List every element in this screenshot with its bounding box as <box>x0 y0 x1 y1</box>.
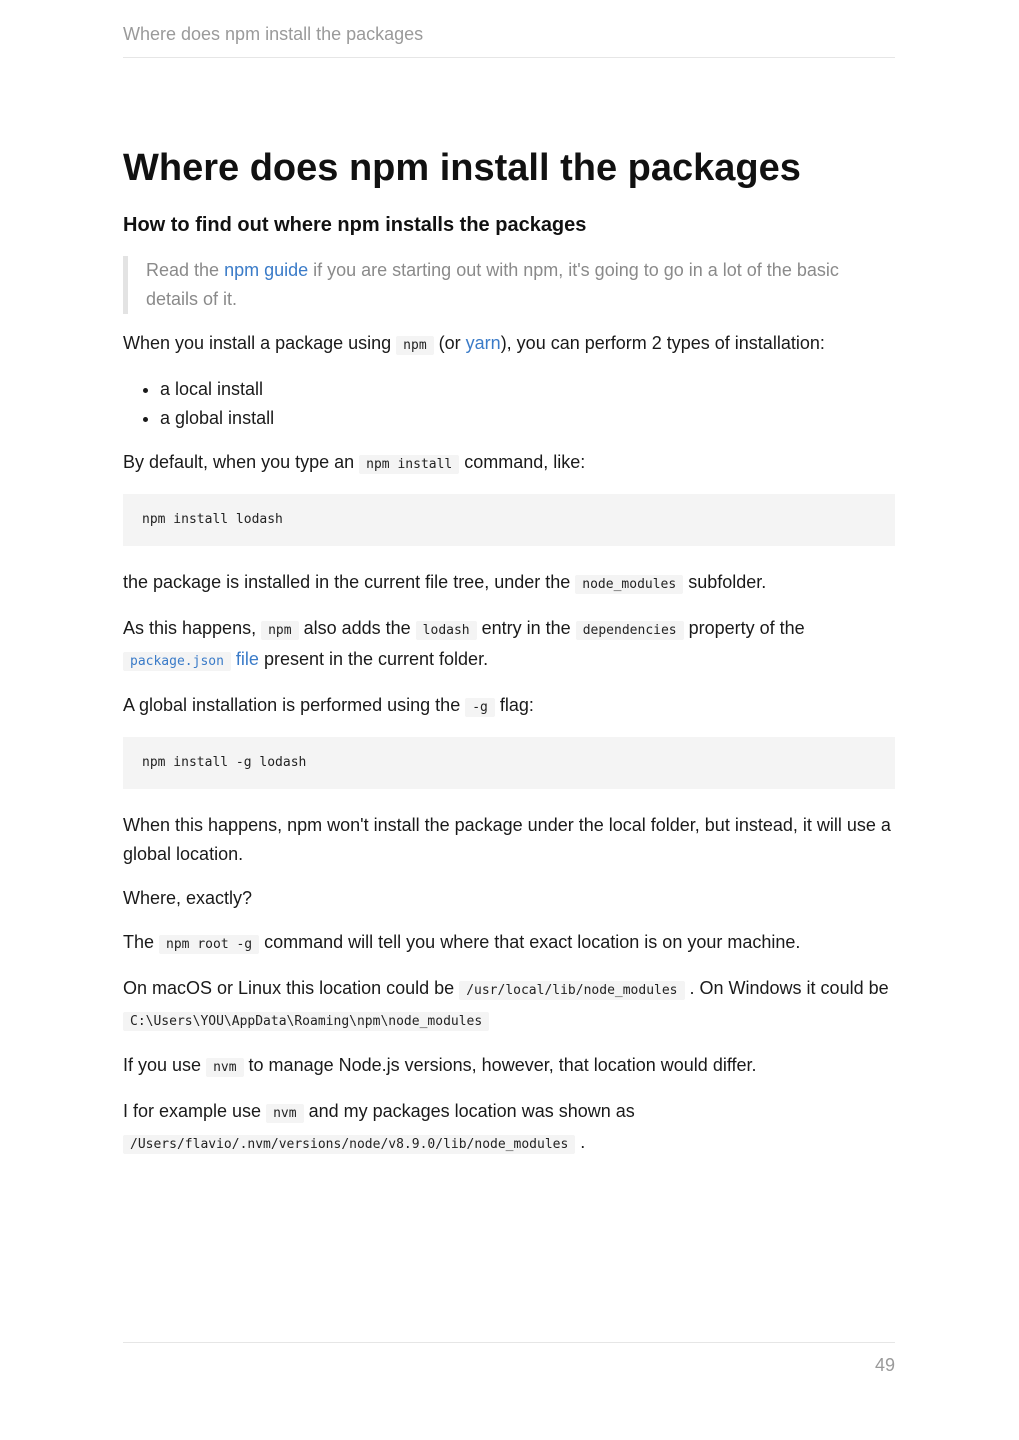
inline-code: npm root -g <box>159 935 259 954</box>
code-block-local-install: npm install lodash <box>123 494 895 546</box>
inline-code: dependencies <box>576 621 684 640</box>
note-blockquote <box>123 256 895 314</box>
inline-code: npm <box>396 336 433 355</box>
paragraph-dependencies <box>123 614 895 676</box>
text: subfolder. <box>683 572 767 592</box>
inline-code: nvm <box>206 1058 243 1077</box>
inline-code: npm install <box>359 455 459 474</box>
running-footer <box>123 1342 895 1376</box>
text: . On Windows it could be <box>684 978 889 998</box>
install-types-list <box>123 375 895 433</box>
page-content <box>123 146 895 1174</box>
paragraph-os-locations <box>123 974 895 1036</box>
text: to manage Node.js versions, however, that location would differ. <box>243 1055 757 1075</box>
text: As this happens, <box>123 618 262 638</box>
inline-code: C:\Users\YOU\AppData\Roaming\npm\node_modules <box>123 1012 489 1031</box>
text: If you use <box>123 1055 207 1075</box>
inline-code: /usr/local/lib/node_modules <box>459 981 684 1000</box>
paragraph-node-modules <box>123 568 895 599</box>
paragraph-global-location: When this happens, npm won't install the package under the local folder, but instead, it will use a global location. <box>123 815 891 864</box>
paragraph-install-types <box>123 329 895 360</box>
text: if you are starting out with npm, it's going to go in a lot of the basic details of it. <box>146 260 839 309</box>
page-number: 49 <box>874 1355 895 1375</box>
text: also adds the <box>298 618 416 638</box>
paragraph-nvm <box>123 1051 895 1082</box>
paragraph-example <box>123 1097 895 1159</box>
section-subtitle: How to find out where npm installs the packages <box>123 214 587 236</box>
text: By default, when you type an <box>123 452 360 472</box>
page-title: Where does npm install the packages <box>123 147 801 189</box>
text: . <box>575 1132 586 1152</box>
text: ), you can perform 2 types of installation: <box>500 333 825 353</box>
inline-code: -g <box>465 698 495 717</box>
text: I for example use <box>123 1101 267 1121</box>
text: command will tell you where that exact location is on your machine. <box>259 932 801 952</box>
text: The <box>123 932 160 952</box>
text: the package is installed in the current file tree, under the <box>123 572 576 592</box>
paragraph-npm-root <box>123 928 895 959</box>
yarn-link[interactable]: yarn <box>465 333 501 353</box>
inline-code: nvm <box>266 1104 303 1123</box>
text: present in the current folder. <box>258 649 489 669</box>
list-item: • a local install <box>160 375 895 404</box>
text: command, like: <box>459 452 586 472</box>
text: flag: <box>494 695 534 715</box>
text: A global installation is performed using the <box>123 695 466 715</box>
package-json-link[interactable] <box>123 649 259 669</box>
paragraph-where: Where, exactly? <box>123 888 253 908</box>
inline-code: package.json <box>123 652 231 671</box>
npm-guide-link[interactable]: npm guide <box>224 260 309 280</box>
text: property of the <box>683 618 805 638</box>
code-block-global-install: npm install -g lodash <box>123 737 895 789</box>
paragraph-default <box>123 448 895 479</box>
text: entry in the <box>476 618 576 638</box>
text: (or <box>433 333 466 353</box>
text: Read the <box>146 260 225 280</box>
inline-code: node_modules <box>575 575 683 594</box>
running-header: Where does npm install the packages <box>123 24 895 58</box>
text: On macOS or Linux this location could be <box>123 978 460 998</box>
inline-code: /Users/flavio/.nvm/versions/node/v8.9.0/lib/node_modules <box>123 1135 575 1154</box>
paragraph-global-flag <box>123 691 895 722</box>
text: When you install a package using <box>123 333 397 353</box>
text: and my packages location was shown as <box>303 1101 635 1121</box>
list-item: • a global install <box>160 404 895 433</box>
inline-code: npm <box>261 621 298 640</box>
inline-code: lodash <box>416 621 477 640</box>
link-text: file <box>230 649 259 669</box>
